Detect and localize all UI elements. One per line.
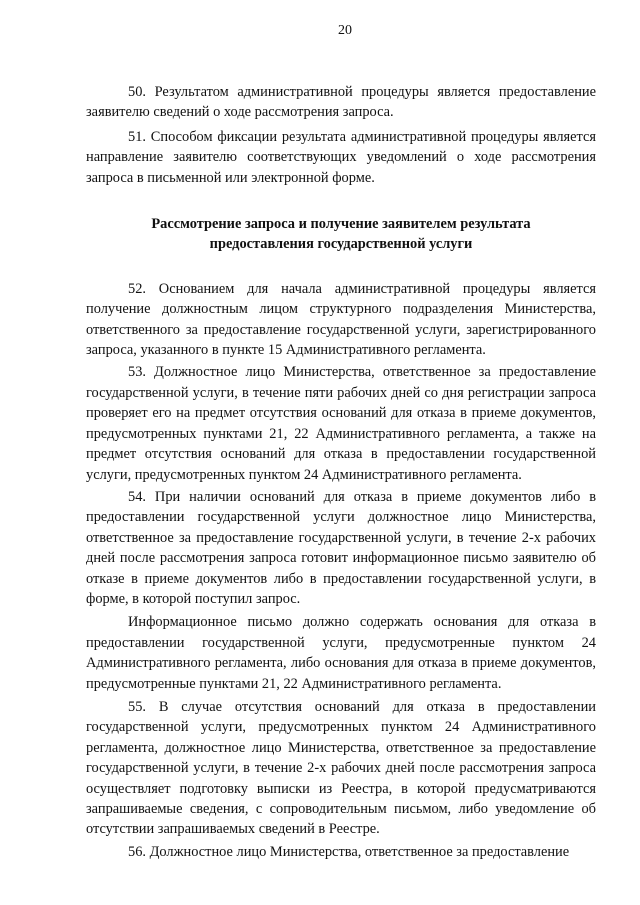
section-heading-line-2: предоставления государственной услуги: [209, 236, 473, 253]
paragraph-info-letter: Информационное письмо должно содержать основания для отказа в предоставлении государственной услуги, предусмотренные пунктом 24 Административного регламента, либо основания для отказа в приеме документов, предусмотренные пунктами 21, 22 Административного регламента.: [86, 614, 596, 692]
paragraph-50: 50. Результатом административной процедуры является предоставление заявителю сведений о ходе рассмотрения запроса.: [86, 84, 596, 121]
section-heading: [86, 214, 596, 255]
paragraph-53: 53. Должностное лицо Министерства, ответственное за предоставление государственной услуги, в течение пяти рабочих дней со дня регистрации запроса проверяет его на предмет отсутствия оснований для отказа в приеме документов, предусмотренных пунктами 21, 22 Административного регламента, а также на предмет отсутствия оснований для отказа в предоставлении государственной услуги, предусмотренных пунктом 24 Административного регламента.: [86, 364, 596, 483]
section-heading-line-1: Рассмотрение запроса и получение заявителем результата: [151, 216, 531, 233]
paragraph-55: 55. В случае отсутствия оснований для отказа в предоставлении государственной услуги, предусмотренных пунктом 24 Административного регламента, должностное лицо Министерства, ответственное за предоставление государственной услуги, в течение 2-х рабочих дней после рассмотрения запроса осуществляет подготовку выписки из Реестра, в которой предусматриваются запрашиваемые сведения, с сопроводительным письмом, либо уведомление об отсутствии запрашиваемых сведений в Реестре.: [86, 698, 596, 838]
paragraph-51: 51. Способом фиксации результата административной процедуры является направление заявителю соответствующих уведомлений о ходе рассмотрения запроса в письменной или электронной форме.: [86, 128, 596, 186]
paragraph-54: 54. При наличии оснований для отказа в приеме документов либо в предоставлении государственной услуги должностное лицо Министерства, ответственное за предоставление государственной услуги, в течение 2-х рабочих дней после рассмотрения запроса готовит информационное письмо заявителю об отказе в приеме документов либо в предоставлении государственной услуги, в форме, в которой поступил запрос.: [86, 488, 596, 607]
paragraph-52: 52. Основанием для начала административной процедуры является получение должностным лицом структурного подразделения Министерства, ответственного за предоставление государственной услуги, зарегистрированного запроса, указанного в пункте 15 Административного регламента.: [86, 280, 596, 359]
page-number: 20: [338, 23, 352, 38]
paragraph-56: 56. Должностное лицо Министерства, ответственное за предоставление: [128, 843, 570, 860]
